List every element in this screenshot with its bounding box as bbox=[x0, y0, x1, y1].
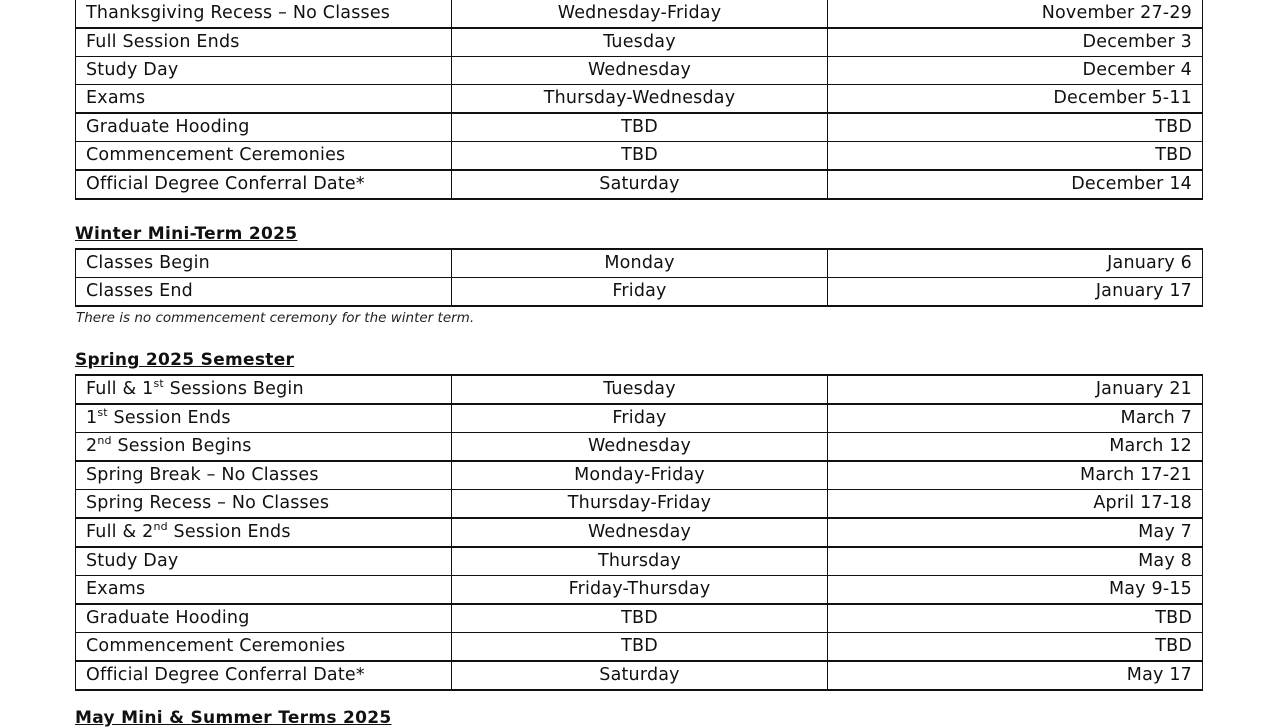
event-text: Full & 2 bbox=[86, 522, 154, 542]
days-cell: TBD bbox=[452, 113, 828, 142]
date-cell: May 7 bbox=[828, 518, 1203, 547]
date-cell: March 12 bbox=[828, 433, 1203, 462]
event-cell bbox=[76, 404, 452, 433]
next-section-title: May Mini & Summer Terms 2025 bbox=[75, 708, 392, 728]
days-cell: Monday bbox=[452, 249, 828, 278]
table-row bbox=[76, 249, 1203, 278]
event-cell: Commencement Ceremonies bbox=[76, 142, 452, 171]
days-cell: TBD bbox=[452, 633, 828, 662]
date-cell: April 17-18 bbox=[828, 490, 1203, 519]
event-cell: Official Degree Conferral Date* bbox=[76, 170, 452, 199]
event-cell: Study Day bbox=[76, 57, 452, 85]
days-cell: Saturday bbox=[452, 661, 828, 690]
event-text: 1 bbox=[86, 408, 98, 428]
date-cell: TBD bbox=[828, 633, 1203, 662]
table-row bbox=[76, 57, 1203, 85]
winter-term-note: There is no commencement ceremony for the winter term. bbox=[76, 310, 475, 326]
event-text: 2 bbox=[86, 436, 98, 456]
date-cell: March 7 bbox=[828, 404, 1203, 433]
event-cell bbox=[76, 461, 452, 490]
event-cell: Graduate Hooding bbox=[76, 113, 452, 142]
spring-section-title: Spring 2025 Semester bbox=[75, 350, 295, 370]
table-row bbox=[76, 490, 1203, 519]
days-cell: Friday bbox=[452, 404, 828, 433]
date-cell: May 9-15 bbox=[828, 576, 1203, 605]
event-cell bbox=[76, 518, 452, 547]
spring-semester-table bbox=[75, 374, 1203, 691]
date-cell: January 17 bbox=[828, 278, 1203, 307]
table-row bbox=[76, 547, 1203, 576]
ordinal-suffix: st bbox=[97, 406, 108, 419]
event-cell: Classes End bbox=[76, 278, 452, 307]
ordinal-suffix: nd bbox=[97, 434, 112, 447]
days-cell: Thursday bbox=[452, 547, 828, 576]
event-text: Full & 1 bbox=[86, 379, 154, 399]
days-cell: Friday bbox=[452, 278, 828, 307]
event-cell bbox=[76, 433, 452, 462]
table-row bbox=[76, 461, 1203, 490]
date-cell: TBD bbox=[828, 142, 1203, 171]
date-cell: May 17 bbox=[828, 661, 1203, 690]
table-row bbox=[76, 576, 1203, 605]
date-cell: December 14 bbox=[828, 170, 1203, 199]
date-cell: December 4 bbox=[828, 57, 1203, 85]
winter-term-table bbox=[75, 248, 1203, 307]
event-text: Graduate Hooding bbox=[86, 608, 250, 628]
table-row bbox=[76, 28, 1203, 57]
days-cell: Wednesday bbox=[452, 433, 828, 462]
days-cell: Friday-Thursday bbox=[452, 576, 828, 605]
date-cell: December 5-11 bbox=[828, 85, 1203, 114]
table-row bbox=[76, 0, 1203, 28]
table-row bbox=[76, 518, 1203, 547]
fall-semester-table bbox=[75, 0, 1203, 200]
table-row bbox=[76, 604, 1203, 633]
date-cell: TBD bbox=[828, 604, 1203, 633]
table-row bbox=[76, 375, 1203, 404]
days-cell: Wednesday bbox=[452, 57, 828, 85]
date-cell: December 3 bbox=[828, 28, 1203, 57]
table-row bbox=[76, 170, 1203, 199]
ordinal-suffix: nd bbox=[153, 520, 168, 533]
table-row bbox=[76, 661, 1203, 690]
table-row bbox=[76, 433, 1203, 462]
event-text-rest: Sessions Begin bbox=[163, 379, 304, 399]
event-cell bbox=[76, 633, 452, 662]
event-text-rest: Session Begins bbox=[111, 436, 252, 456]
table-row bbox=[76, 85, 1203, 114]
days-cell: Saturday bbox=[452, 170, 828, 199]
event-text-rest: Session Ends bbox=[167, 522, 291, 542]
table-row bbox=[76, 142, 1203, 171]
table-row bbox=[76, 404, 1203, 433]
event-cell: Full Session Ends bbox=[76, 28, 452, 57]
date-cell: January 21 bbox=[828, 375, 1203, 404]
days-cell: Tuesday bbox=[452, 375, 828, 404]
days-cell: Monday-Friday bbox=[452, 461, 828, 490]
date-cell: March 17-21 bbox=[828, 461, 1203, 490]
event-cell: Thanksgiving Recess – No Classes bbox=[76, 0, 452, 28]
event-text: Commencement Ceremonies bbox=[86, 636, 346, 656]
winter-section-title: Winter Mini-Term 2025 bbox=[75, 224, 298, 244]
date-cell: November 27-29 bbox=[828, 0, 1203, 28]
table-row bbox=[76, 278, 1203, 307]
table-row bbox=[76, 113, 1203, 142]
date-cell: May 8 bbox=[828, 547, 1203, 576]
event-text: Spring Break – No Classes bbox=[86, 465, 319, 485]
event-text: Official Degree Conferral Date* bbox=[86, 665, 365, 685]
table-row bbox=[76, 633, 1203, 662]
event-cell bbox=[76, 604, 452, 633]
days-cell: Wednesday-Friday bbox=[452, 0, 828, 28]
event-cell: Exams bbox=[76, 85, 452, 114]
ordinal-suffix: st bbox=[153, 377, 164, 390]
event-cell bbox=[76, 576, 452, 605]
days-cell: Thursday-Friday bbox=[452, 490, 828, 519]
days-cell: TBD bbox=[452, 604, 828, 633]
days-cell: Tuesday bbox=[452, 28, 828, 57]
event-cell: Classes Begin bbox=[76, 249, 452, 278]
event-text: Spring Recess – No Classes bbox=[86, 493, 330, 513]
days-cell: Wednesday bbox=[452, 518, 828, 547]
days-cell: TBD bbox=[452, 142, 828, 171]
event-text: Exams bbox=[86, 579, 146, 599]
days-cell: Thursday-Wednesday bbox=[452, 85, 828, 114]
event-cell bbox=[76, 490, 452, 519]
event-cell bbox=[76, 375, 452, 404]
event-cell bbox=[76, 547, 452, 576]
date-cell: TBD bbox=[828, 113, 1203, 142]
event-text: Study Day bbox=[86, 551, 179, 571]
date-cell: January 6 bbox=[828, 249, 1203, 278]
event-cell bbox=[76, 661, 452, 690]
event-text-rest: Session Ends bbox=[107, 408, 231, 428]
